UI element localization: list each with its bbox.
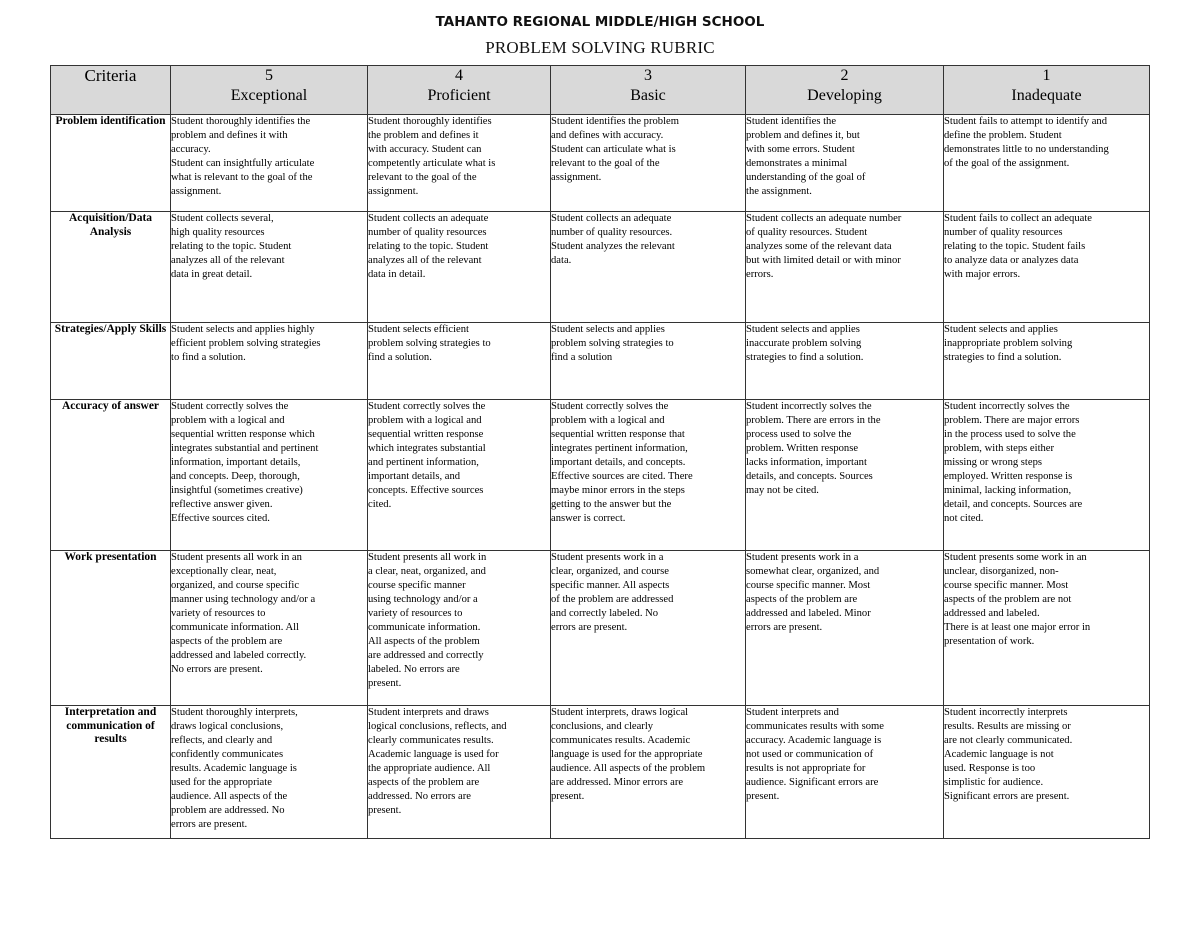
descriptor-cell: Student fails to attempt to identify and define the problem. Student demonstrates little to no understanding of the goal of the assignment. — [944, 115, 1150, 212]
criterion-label: Interpretation and communication of results — [51, 706, 171, 839]
descriptor-cell: Student presents work in a somewhat clear, organized, and course specific manner. Most aspects of the problem are addressed and labeled. Minor errors are present. — [746, 551, 944, 706]
school-name: TAHANTO REGIONAL MIDDLE/HIGH SCHOOL — [435, 14, 765, 30]
descriptor-cell: Student collects several, high quality resources relating to the topic. Student analyzes all of the relevant data in great detail. — [171, 212, 368, 323]
level-name: Exceptional — [230, 87, 308, 104]
descriptor-cell: Student identifies the problem and defines with accuracy. Student can articulate what is relevant to the goal of the assignment. — [551, 115, 746, 212]
rubric-row-accuracy — [51, 400, 1150, 551]
criterion-label: Acquisition/Data Analysis — [51, 212, 171, 323]
descriptor-cell: Student correctly solves the problem with a logical and sequential written response which integrates substantial and pertinent information, important details, and concepts. Deep, thorough, insightful (sometimes creative) reflective answer given. Effective sources cited. — [171, 400, 368, 551]
descriptor-cell: Student presents all work in a clear, neat, organized, and course specific manner using technology and/or a variety of resources to communicate information. All aspects of the problem are addressed and correctly labeled. No errors are present. — [368, 551, 551, 706]
rubric-row-strategies — [51, 323, 1150, 400]
level-header-2 — [746, 66, 944, 115]
level-score: 2 — [840, 67, 849, 84]
criterion-label: Work presentation — [51, 551, 171, 706]
descriptor-cell: Student incorrectly solves the problem. There are errors in the process used to solve the problem. Written response lacks information, important details, and concepts. Sources may not be cited. — [746, 400, 944, 551]
descriptor-cell: Student selects and applies problem solving strategies to find a solution — [551, 323, 746, 400]
descriptor-cell: Student selects and applies highly efficient problem solving strategies to find a solution. — [171, 323, 368, 400]
descriptor-cell: Student interprets and communicates results with some accuracy. Academic language is not used or communication of results is not appropriate for audience. Significant errors are present. — [746, 706, 944, 839]
descriptor-cell: Student presents some work in an unclear, disorganized, non- course specific manner. Most aspects of the problem are not addressed and labeled. There is at least one major error in presentation of work. — [944, 551, 1150, 706]
rubric-row-problem-identification — [51, 115, 1150, 212]
descriptor-cell: Student thoroughly interprets, draws logical conclusions, reflects, and clearly and confidently communicates results. Academic language is used for the appropriate audience. All aspects of the problem are addressed. No errors are present. — [171, 706, 368, 839]
level-score: 4 — [455, 67, 463, 84]
descriptor-cell: Student correctly solves the problem with a logical and sequential written response that integrates pertinent information, important details, and concepts. Effective sources are cited. There maybe minor errors in the steps getting to the answer but the answer is correct. — [551, 400, 746, 551]
rubric-row-work-presentation — [51, 551, 1150, 706]
descriptor-cell: Student incorrectly solves the problem. There are major errors in the process used to solve the problem, with steps either missing or wrong steps employed. Written response is minimal, lacking information, detail, and concepts. Sources are not cited. — [944, 400, 1150, 551]
criterion-label: Problem identification — [51, 115, 171, 212]
descriptor-cell: Student collects an adequate number of quality resources. Student analyzes the relevant data. — [551, 212, 746, 323]
level-header-1 — [944, 66, 1150, 115]
level-name: Developing — [807, 87, 882, 104]
descriptor-cell: Student selects and applies inappropriate problem solving strategies to find a solution. — [944, 323, 1150, 400]
criterion-label: Accuracy of answer — [51, 400, 171, 551]
descriptor-cell: Student incorrectly interprets results. Results are missing or are not clearly communicated. Academic language is not used. Response is too simplistic for audience. Significant errors are present. — [944, 706, 1150, 839]
rubric-row-interpretation — [51, 706, 1150, 839]
document-title: PROBLEM SOLVING RUBRIC — [485, 38, 715, 57]
level-header-3 — [551, 66, 746, 115]
level-header-4 — [368, 66, 551, 115]
header-row — [51, 66, 1150, 115]
level-score: 3 — [644, 67, 652, 84]
level-header-5 — [171, 66, 368, 115]
descriptor-cell: Student selects efficient problem solving strategies to find a solution. — [368, 323, 551, 400]
descriptor-cell: Student interprets, draws logical conclusions, and clearly communicates results. Academic language is used for the appropriate audience. All aspects of the problem are addressed. Minor errors are present. — [551, 706, 746, 839]
descriptor-cell: Student collects an adequate number of quality resources relating to the topic. Student analyzes all of the relevant data in detail. — [368, 212, 551, 323]
descriptor-cell: Student fails to collect an adequate number of quality resources relating to the topic. Student fails to analyze data or analyzes data with major errors. — [944, 212, 1150, 323]
rubric-table — [50, 65, 1150, 839]
descriptor-cell: Student identifies the problem and defines it, but with some errors. Student demonstrates a minimal understanding of the goal of the assignment. — [746, 115, 944, 212]
criteria-header: Criteria — [51, 66, 171, 115]
descriptor-cell: Student presents work in a clear, organized, and course specific manner. All aspects of the problem are addressed and correctly labeled. No errors are present. — [551, 551, 746, 706]
descriptor-cell: Student thoroughly identifies the problem and defines it with accuracy. Student can insightfully articulate what is relevant to the goal of the assignment. — [171, 115, 368, 212]
descriptor-cell: Student correctly solves the problem with a logical and sequential written response which integrates substantial and pertinent information, important details, and concepts. Effective sources cited. — [368, 400, 551, 551]
descriptor-cell: Student collects an adequate number of quality resources. Student analyzes some of the relevant data but with limited detail or with minor errors. — [746, 212, 944, 323]
descriptor-cell: Student selects and applies inaccurate problem solving strategies to find a solution. — [746, 323, 944, 400]
descriptor-cell: Student interprets and draws logical conclusions, reflects, and clearly communicates results. Academic language is used for the appropriate audience. All aspects of the problem are addressed. No errors are present. — [368, 706, 551, 839]
criterion-label: Strategies/Apply Skills — [51, 323, 171, 400]
level-name: Proficient — [427, 87, 491, 104]
rubric-row-acquisition — [51, 212, 1150, 323]
descriptor-cell: Student thoroughly identifies the problem and defines it with accuracy. Student can competently articulate what is relevant to the goal of the assignment. — [368, 115, 551, 212]
level-name: Basic — [630, 87, 666, 104]
descriptor-cell: Student presents all work in an exceptionally clear, neat, organized, and course specific manner using technology and/or a variety of resources to communicate information. All aspects of the problem are addressed and labeled correctly. No errors are present. — [171, 551, 368, 706]
level-score: 1 — [1042, 67, 1051, 84]
level-name: Inadequate — [1011, 87, 1082, 104]
level-score: 5 — [265, 67, 273, 84]
